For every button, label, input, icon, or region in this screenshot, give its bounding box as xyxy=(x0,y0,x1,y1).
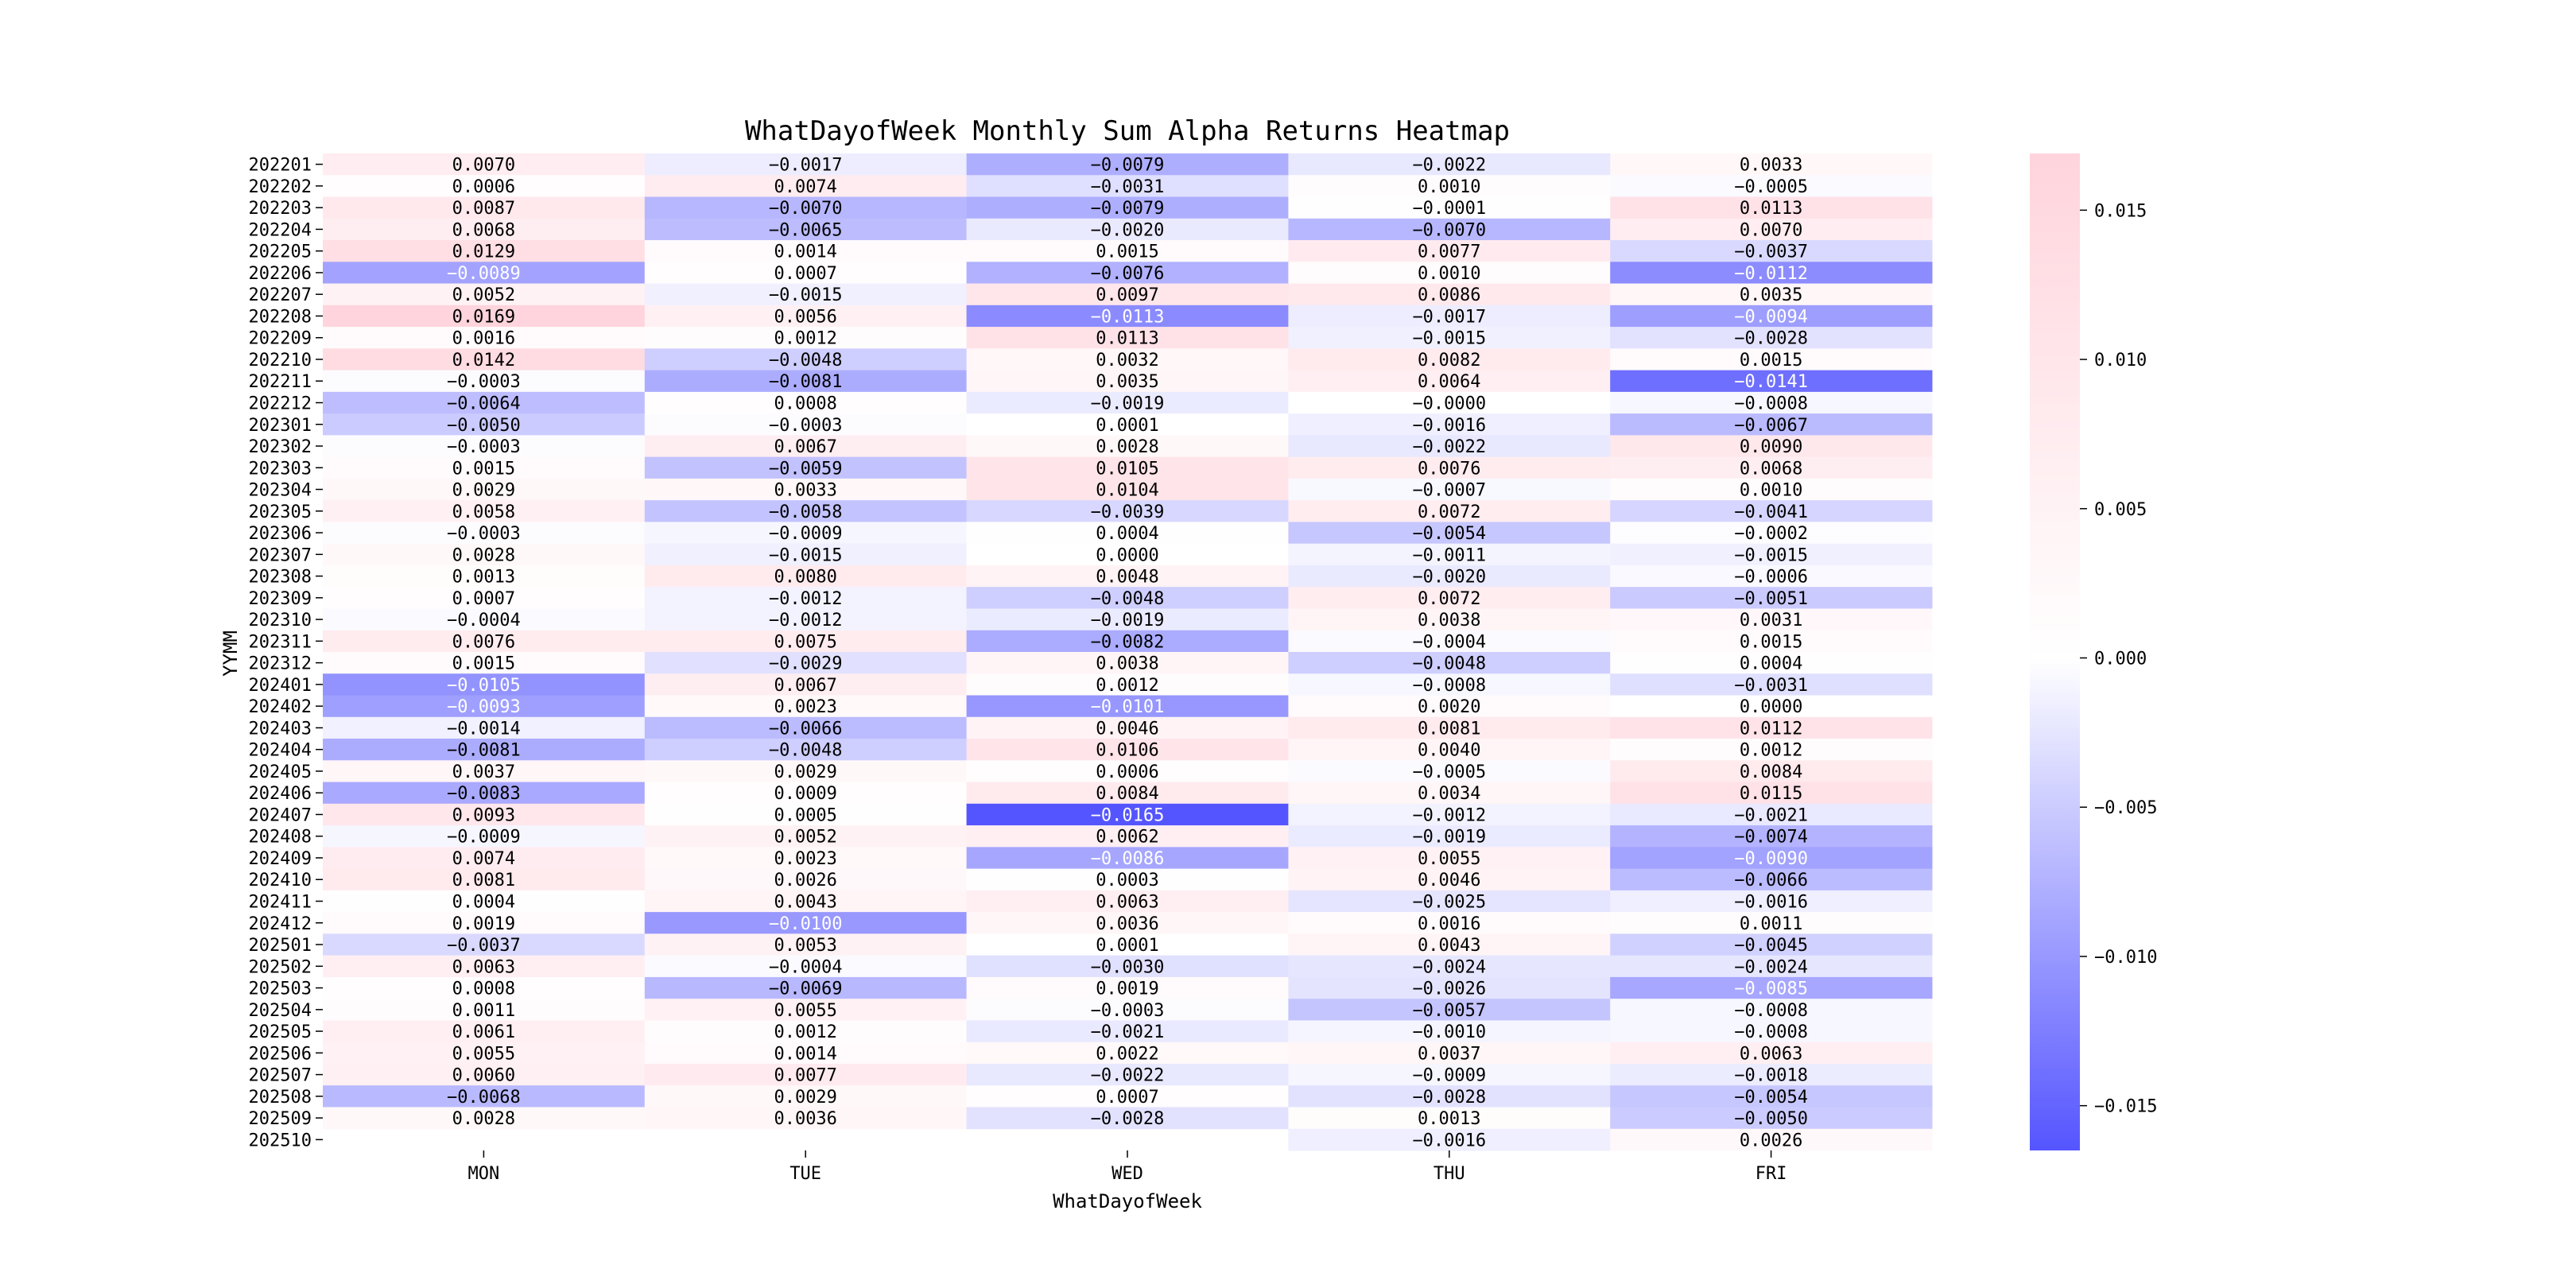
cell-value-label: −0.0012 xyxy=(768,611,843,631)
y-tick-label: 202311 xyxy=(248,632,312,653)
cell-value-label: −0.0093 xyxy=(447,697,521,718)
cell-value-label: −0.0029 xyxy=(768,654,843,674)
cell-value-label: 0.0061 xyxy=(452,1022,516,1043)
cell-value-label: 0.0001 xyxy=(1096,415,1159,436)
cell-value-label: 0.0028 xyxy=(1096,437,1159,458)
cell-value-label: −0.0007 xyxy=(1412,480,1487,501)
cell-value-label: −0.0015 xyxy=(768,545,843,566)
cell-value-label: −0.0015 xyxy=(768,285,843,306)
cell-value-label: −0.0028 xyxy=(1734,328,1808,349)
cell-value-label: −0.0165 xyxy=(1090,805,1165,826)
cell-value-label: −0.0057 xyxy=(1412,1000,1487,1021)
cell-value-label: −0.0082 xyxy=(1090,632,1165,653)
cell-value-label: 0.0043 xyxy=(1418,936,1481,956)
cell-value-label: 0.0070 xyxy=(1739,220,1803,241)
y-tick-label: 202503 xyxy=(248,979,312,999)
cell-value-label: −0.0081 xyxy=(447,740,521,761)
y-tick-label: 202401 xyxy=(248,675,312,696)
cell-value-label: −0.0051 xyxy=(1734,588,1808,609)
cell-value-label: 0.0105 xyxy=(1096,459,1159,479)
cell-value-label: 0.0068 xyxy=(452,220,516,241)
cell-value-label: 0.0015 xyxy=(1739,632,1803,653)
cell-value-label: 0.0004 xyxy=(1096,524,1159,545)
cell-value-label: 0.0040 xyxy=(1418,740,1481,761)
x-tick-label: MON xyxy=(467,1164,500,1184)
cell-value-label: 0.0072 xyxy=(1418,502,1481,522)
y-tick-label: 202507 xyxy=(248,1065,312,1086)
cell-value-label: 0.0008 xyxy=(452,979,516,999)
y-tick-label: 202404 xyxy=(248,740,312,761)
cell-value-label: 0.0067 xyxy=(774,675,837,696)
y-axis-label: YYMM xyxy=(219,630,242,677)
cell-value-label: −0.0005 xyxy=(1734,177,1808,197)
colorbar-gradient xyxy=(2030,153,2080,1150)
cell-value-label: −0.0012 xyxy=(1412,805,1487,826)
cell-value-label: 0.0012 xyxy=(1096,675,1159,696)
cell-value-label: −0.0068 xyxy=(447,1087,521,1108)
cell-value-label: 0.0028 xyxy=(452,545,516,566)
cell-value-label: 0.0076 xyxy=(452,632,516,653)
cell-value-label: 0.0048 xyxy=(1096,567,1159,588)
y-tick-label: 202212 xyxy=(248,394,312,414)
cell-value-label: 0.0081 xyxy=(1418,719,1481,739)
x-axis-label: WhatDayofWeek xyxy=(1053,1190,1202,1212)
cell-value-label: 0.0010 xyxy=(1418,263,1481,284)
cell-value-label: 0.0016 xyxy=(1418,914,1481,934)
cell-value-label: 0.0053 xyxy=(774,936,837,956)
cell-value-label: 0.0052 xyxy=(774,827,837,848)
cell-value-label: 0.0026 xyxy=(1739,1131,1803,1151)
cell-value-label: 0.0007 xyxy=(1096,1087,1159,1108)
cell-value-label: 0.0022 xyxy=(1096,1044,1159,1065)
y-tick-label: 202412 xyxy=(248,914,312,934)
cell-value-label: 0.0015 xyxy=(452,654,516,674)
cell-value-label: 0.0029 xyxy=(774,762,837,782)
cell-value-label: 0.0062 xyxy=(1096,827,1159,848)
colorbar-tick-label: 0.015 xyxy=(2094,201,2147,222)
cell-value-label: −0.0016 xyxy=(1734,892,1808,913)
cell-value-label: −0.0005 xyxy=(1412,762,1487,782)
cell-value-label: −0.0031 xyxy=(1734,675,1808,696)
cell-value-label: −0.0008 xyxy=(1734,394,1808,414)
cell-value-label: −0.0054 xyxy=(1412,524,1487,545)
y-tick-label: 202203 xyxy=(248,199,312,219)
cell-value-label: 0.0013 xyxy=(452,567,516,588)
cell-value-label: 0.0064 xyxy=(1418,372,1481,393)
cell-value-label: 0.0063 xyxy=(452,957,516,978)
y-tick-label: 202204 xyxy=(248,220,312,241)
cell-value-label: 0.0055 xyxy=(452,1044,516,1065)
cell-value-label: −0.0017 xyxy=(768,155,843,176)
cell-value-label: −0.0076 xyxy=(1090,263,1165,284)
y-tick-label: 202309 xyxy=(248,588,312,609)
heatmap-cells xyxy=(323,153,1933,1151)
cell-value-label: −0.0008 xyxy=(1412,675,1487,696)
cell-value-label: 0.0012 xyxy=(774,328,837,349)
cell-value-label: 0.0033 xyxy=(1739,155,1803,176)
cell-value-label: 0.0001 xyxy=(1096,936,1159,956)
cell-value-label: −0.0022 xyxy=(1412,155,1487,176)
cell-value-label: −0.0067 xyxy=(1734,415,1808,436)
cell-value-label: 0.0142 xyxy=(452,350,516,370)
cell-value-label: 0.0074 xyxy=(774,177,837,197)
cell-value-label: 0.0020 xyxy=(1418,697,1481,718)
cell-value-label: 0.0075 xyxy=(774,632,837,653)
cell-value-label: −0.0050 xyxy=(1734,1109,1808,1130)
cell-value-label: −0.0105 xyxy=(447,675,521,696)
y-tick-label: 202406 xyxy=(248,784,312,805)
y-tick-label: 202409 xyxy=(248,848,312,869)
cell-value-label: 0.0005 xyxy=(774,805,837,826)
cell-value-label: −0.0083 xyxy=(447,784,521,805)
cell-value-label: −0.0021 xyxy=(1734,805,1808,826)
cell-value-label: 0.0076 xyxy=(1418,459,1481,479)
cell-value-label: 0.0009 xyxy=(774,784,837,805)
cell-value-label: −0.0048 xyxy=(1412,654,1487,674)
cell-value-label: 0.0169 xyxy=(452,307,516,328)
x-tick-label: FRI xyxy=(1755,1164,1787,1184)
y-tick-label: 202303 xyxy=(248,459,312,479)
y-tick-label: 202305 xyxy=(248,502,312,522)
cell-value-label: −0.0011 xyxy=(1412,545,1487,566)
cell-value-label: −0.0022 xyxy=(1412,437,1487,458)
cell-value-label: 0.0056 xyxy=(774,307,837,328)
cell-value-label: 0.0077 xyxy=(774,1065,837,1086)
cell-value-label: −0.0112 xyxy=(1734,263,1808,284)
cell-value-label: −0.0066 xyxy=(1734,871,1808,891)
cell-value-label: −0.0024 xyxy=(1412,957,1487,978)
cell-value-label: −0.0048 xyxy=(768,350,843,370)
cell-value-label: −0.0015 xyxy=(1412,328,1487,349)
colorbar-tick-label: 0.010 xyxy=(2094,351,2147,371)
cell-value-label: 0.0043 xyxy=(774,892,837,913)
cell-value-label: 0.0082 xyxy=(1418,350,1481,370)
cell-value-label: −0.0094 xyxy=(1734,307,1808,328)
cell-value-label: −0.0017 xyxy=(1412,307,1487,328)
cell-value-label: 0.0035 xyxy=(1096,372,1159,393)
cell-value-label: 0.0028 xyxy=(452,1109,516,1130)
colorbar-tick-label: −0.010 xyxy=(2094,947,2158,968)
cell-value-label: −0.0085 xyxy=(1734,979,1808,999)
cell-value-label: −0.0004 xyxy=(1412,632,1487,653)
cell-value-label: −0.0101 xyxy=(1090,697,1165,718)
cell-value-label: 0.0010 xyxy=(1418,177,1481,197)
cell-value-label: −0.0113 xyxy=(1090,307,1165,328)
cell-value-label: 0.0060 xyxy=(452,1065,516,1086)
cell-value-label: 0.0093 xyxy=(452,805,516,826)
cell-value-label: 0.0000 xyxy=(1096,545,1159,566)
cell-value-label: 0.0087 xyxy=(452,199,516,219)
cell-value-label: −0.0004 xyxy=(447,611,521,631)
cell-value-label: 0.0070 xyxy=(452,155,516,176)
cell-value-label: 0.0129 xyxy=(452,242,516,262)
cell-value-label: 0.0000 xyxy=(1739,697,1803,718)
cell-value-label: 0.0068 xyxy=(1739,459,1803,479)
y-tick-label: 202408 xyxy=(248,827,312,848)
cell-value-label: 0.0004 xyxy=(452,892,516,913)
cell-value-label: 0.0113 xyxy=(1096,328,1159,349)
y-tick-label: 202506 xyxy=(248,1044,312,1065)
cell-value-label: −0.0086 xyxy=(1090,848,1165,869)
colorbar-tick-label: −0.015 xyxy=(2094,1096,2158,1117)
cell-value-label: −0.0028 xyxy=(1090,1109,1165,1130)
y-tick-labels xyxy=(249,156,323,1151)
cell-value-label: −0.0019 xyxy=(1090,611,1165,631)
cell-value-label: −0.0016 xyxy=(1412,415,1487,436)
y-tick-label: 202411 xyxy=(248,892,312,913)
y-tick-label: 202402 xyxy=(248,697,312,718)
cell-value-label: 0.0003 xyxy=(1096,871,1159,891)
cell-value-label: 0.0014 xyxy=(774,1044,837,1065)
y-tick-label: 202307 xyxy=(248,545,312,566)
cell-value-label: 0.0007 xyxy=(452,588,516,609)
cell-value-label: −0.0069 xyxy=(768,979,843,999)
cell-value-label: 0.0011 xyxy=(452,1000,516,1021)
x-tick-label: THU xyxy=(1433,1164,1465,1184)
cell-value-label: 0.0015 xyxy=(1739,350,1803,370)
cell-value-label: 0.0013 xyxy=(1418,1109,1481,1130)
chart-title: WhatDayofWeek Monthly Sum Alpha Returns Heatmap xyxy=(744,115,1511,147)
y-tick-label: 202505 xyxy=(248,1022,312,1043)
cell-value-label: −0.0009 xyxy=(1412,1065,1487,1086)
cell-value-label: 0.0014 xyxy=(774,242,837,262)
cell-value-label: 0.0019 xyxy=(452,914,516,934)
cell-value-label: 0.0063 xyxy=(1739,1044,1803,1065)
cell-value-label: −0.0048 xyxy=(1090,588,1165,609)
cell-value-label: −0.0000 xyxy=(1412,394,1487,414)
y-tick-label: 202405 xyxy=(248,762,312,782)
cell-value-label: 0.0037 xyxy=(452,762,516,782)
cell-value-label: −0.0026 xyxy=(1412,979,1487,999)
cell-value-label: 0.0080 xyxy=(774,567,837,588)
cell-value-label: −0.0064 xyxy=(447,394,521,414)
cell-value-label: −0.0050 xyxy=(447,415,521,436)
y-tick-label: 202302 xyxy=(248,437,312,458)
colorbar-tick-label: 0.000 xyxy=(2094,649,2147,669)
cell-value-label: −0.0066 xyxy=(768,719,843,739)
cell-value-label: 0.0026 xyxy=(774,871,837,891)
cell-value-label: 0.0036 xyxy=(774,1109,837,1130)
cell-value-label: 0.0104 xyxy=(1096,480,1159,501)
cell-value-label: −0.0070 xyxy=(768,199,843,219)
cell-value-label: 0.0004 xyxy=(1739,654,1803,674)
cell-value-label: −0.0081 xyxy=(768,372,843,393)
cell-value-label: 0.0055 xyxy=(1418,848,1481,869)
cell-value-label: 0.0055 xyxy=(774,1000,837,1021)
y-tick-label: 202310 xyxy=(248,611,312,631)
y-tick-label: 202209 xyxy=(248,328,312,349)
cell-value-label: 0.0019 xyxy=(1096,979,1159,999)
cell-value-label: −0.0003 xyxy=(768,415,843,436)
cell-value-label: −0.0074 xyxy=(1734,827,1808,848)
y-tick-label: 202407 xyxy=(248,805,312,826)
y-tick-label: 202510 xyxy=(248,1131,312,1151)
cell-value-label: −0.0059 xyxy=(768,459,843,479)
x-tick-label: WED xyxy=(1111,1164,1143,1184)
y-tick-label: 202201 xyxy=(248,155,312,176)
cell-value-label: 0.0006 xyxy=(1096,762,1159,782)
cell-value-label: 0.0086 xyxy=(1418,285,1481,306)
colorbar-tick-label: 0.005 xyxy=(2094,499,2147,520)
cell-value-label: 0.0077 xyxy=(1418,242,1481,262)
cell-value-label: −0.0008 xyxy=(1734,1022,1808,1043)
cell-value-label: 0.0115 xyxy=(1739,784,1803,805)
cell-value-label: −0.0022 xyxy=(1090,1065,1165,1086)
cell-value-label: 0.0034 xyxy=(1418,784,1481,805)
cell-value-label: −0.0002 xyxy=(1734,524,1808,545)
cell-value-label: 0.0007 xyxy=(774,263,837,284)
cell-value-label: −0.0021 xyxy=(1090,1022,1165,1043)
cell-value-label: 0.0046 xyxy=(1418,871,1481,891)
cell-value-label: 0.0063 xyxy=(1096,892,1159,913)
cell-value-label: −0.0070 xyxy=(1412,220,1487,241)
cell-value-label: 0.0046 xyxy=(1096,719,1159,739)
cell-value-label: 0.0052 xyxy=(452,285,516,306)
cell-value-label: −0.0004 xyxy=(768,957,843,978)
colorbar xyxy=(2030,153,2157,1150)
cell-value-label: −0.0141 xyxy=(1734,372,1808,393)
cell-value-label: −0.0008 xyxy=(1734,1000,1808,1021)
cell-value-label: −0.0001 xyxy=(1412,199,1487,219)
cell-value-label: −0.0079 xyxy=(1090,199,1165,219)
cell-value-label: −0.0006 xyxy=(1734,567,1808,588)
y-tick-label: 202504 xyxy=(248,1000,312,1021)
cell-value-label: −0.0016 xyxy=(1412,1131,1487,1151)
cell-value-label: 0.0012 xyxy=(1739,740,1803,761)
cell-value-label: 0.0032 xyxy=(1096,350,1159,370)
y-tick-label: 202308 xyxy=(248,567,312,588)
cell-value-label: −0.0003 xyxy=(1090,1000,1165,1021)
cell-value-label: 0.0008 xyxy=(774,394,837,414)
cell-value-label: −0.0037 xyxy=(447,936,521,956)
y-tick-label: 202501 xyxy=(248,936,312,956)
y-tick-label: 202205 xyxy=(248,242,312,262)
cell-value-label: −0.0058 xyxy=(768,502,843,522)
cell-value-label: −0.0079 xyxy=(1090,155,1165,176)
y-tick-label: 202403 xyxy=(248,719,312,739)
cell-value-label: 0.0006 xyxy=(452,177,516,197)
cell-value-label: −0.0018 xyxy=(1734,1065,1808,1086)
cell-value-label: 0.0033 xyxy=(774,480,837,501)
cell-value-label: 0.0029 xyxy=(452,480,516,501)
cell-value-label: −0.0054 xyxy=(1734,1087,1808,1108)
cell-value-label: 0.0038 xyxy=(1418,611,1481,631)
cell-value-label: 0.0010 xyxy=(1739,480,1803,501)
cell-value-label: −0.0039 xyxy=(1090,502,1165,522)
cell-value-label: 0.0090 xyxy=(1739,437,1803,458)
y-tick-label: 202301 xyxy=(248,415,312,436)
cell-value-label: 0.0112 xyxy=(1739,719,1803,739)
cell-value-label: −0.0010 xyxy=(1412,1022,1487,1043)
cell-value-label: 0.0037 xyxy=(1418,1044,1481,1065)
cell-value-label: −0.0020 xyxy=(1412,567,1487,588)
cell-value-label: −0.0015 xyxy=(1734,545,1808,566)
cell-value-label: −0.0065 xyxy=(768,220,843,241)
y-tick-label: 202502 xyxy=(248,957,312,978)
cell-value-label: 0.0081 xyxy=(452,871,516,891)
cell-value-label: −0.0019 xyxy=(1090,394,1165,414)
y-tick-label: 202508 xyxy=(248,1087,312,1108)
cell-value-label: 0.0097 xyxy=(1096,285,1159,306)
cell-value-label: −0.0028 xyxy=(1412,1087,1487,1108)
y-tick-label: 202304 xyxy=(248,480,312,501)
cell-value-label: −0.0020 xyxy=(1090,220,1165,241)
cell-value-label: 0.0036 xyxy=(1096,914,1159,934)
cell-value-label: 0.0016 xyxy=(452,328,516,349)
y-tick-label: 202312 xyxy=(248,654,312,674)
cell-value-label: −0.0003 xyxy=(447,437,521,458)
cell-value-label: −0.0089 xyxy=(447,263,521,284)
cell-value-label: −0.0012 xyxy=(768,588,843,609)
colorbar-tick-label: −0.005 xyxy=(2094,798,2158,819)
cell-value-label: 0.0106 xyxy=(1096,740,1159,761)
cell-value-label: 0.0084 xyxy=(1096,784,1159,805)
cell-value-label: −0.0031 xyxy=(1090,177,1165,197)
cell-value-label: 0.0067 xyxy=(774,437,837,458)
cell-value-label: 0.0012 xyxy=(774,1022,837,1043)
cell-value-label: −0.0041 xyxy=(1734,502,1808,522)
cell-value-label: 0.0113 xyxy=(1739,199,1803,219)
cell-value-label: 0.0015 xyxy=(452,459,516,479)
x-tick-labels xyxy=(468,1150,1787,1184)
y-tick-label: 202306 xyxy=(248,524,312,545)
cell-value-label: −0.0025 xyxy=(1412,892,1487,913)
y-tick-label: 202208 xyxy=(248,307,312,328)
cell-value-label: 0.0031 xyxy=(1739,611,1803,631)
cell-value-label: −0.0048 xyxy=(768,740,843,761)
cell-value-label: −0.0009 xyxy=(447,827,521,848)
cell-value-label: −0.0045 xyxy=(1734,936,1808,956)
cell-value-label: 0.0029 xyxy=(774,1087,837,1108)
cell-value-label: −0.0030 xyxy=(1090,957,1165,978)
cell-value-label: 0.0038 xyxy=(1096,654,1159,674)
y-tick-label: 202202 xyxy=(248,177,312,197)
y-tick-label: 202207 xyxy=(248,285,312,306)
cell-value-label: 0.0084 xyxy=(1739,762,1803,782)
cell-value-label: 0.0074 xyxy=(452,848,516,869)
cell-value-label: 0.0023 xyxy=(774,848,837,869)
y-tick-label: 202210 xyxy=(248,350,312,370)
cell-value-label: 0.0058 xyxy=(452,502,516,522)
cell-value-label: −0.0090 xyxy=(1734,848,1808,869)
cell-value-label: 0.0015 xyxy=(1096,242,1159,262)
cell-value-label: −0.0003 xyxy=(447,524,521,545)
cell-value-label: −0.0037 xyxy=(1734,242,1808,262)
cell-value-label: 0.0035 xyxy=(1739,285,1803,306)
x-tick-label: TUE xyxy=(789,1164,822,1184)
cell-value-label: −0.0019 xyxy=(1412,827,1487,848)
cell-value-label: −0.0014 xyxy=(447,719,521,739)
cell-value-label: −0.0003 xyxy=(447,372,521,393)
cell-value-label: −0.0009 xyxy=(768,524,843,545)
cell-value-label: 0.0072 xyxy=(1418,588,1481,609)
y-tick-label: 202206 xyxy=(248,263,312,284)
y-tick-label: 202410 xyxy=(248,871,312,891)
y-tick-label: 202509 xyxy=(248,1109,312,1130)
cell-value-label: 0.0023 xyxy=(774,697,837,718)
cell-value-label: −0.0024 xyxy=(1734,957,1808,978)
cell-value-label: −0.0100 xyxy=(768,914,843,934)
cell-value-label: 0.0011 xyxy=(1739,914,1803,934)
y-tick-label: 202211 xyxy=(248,372,312,393)
